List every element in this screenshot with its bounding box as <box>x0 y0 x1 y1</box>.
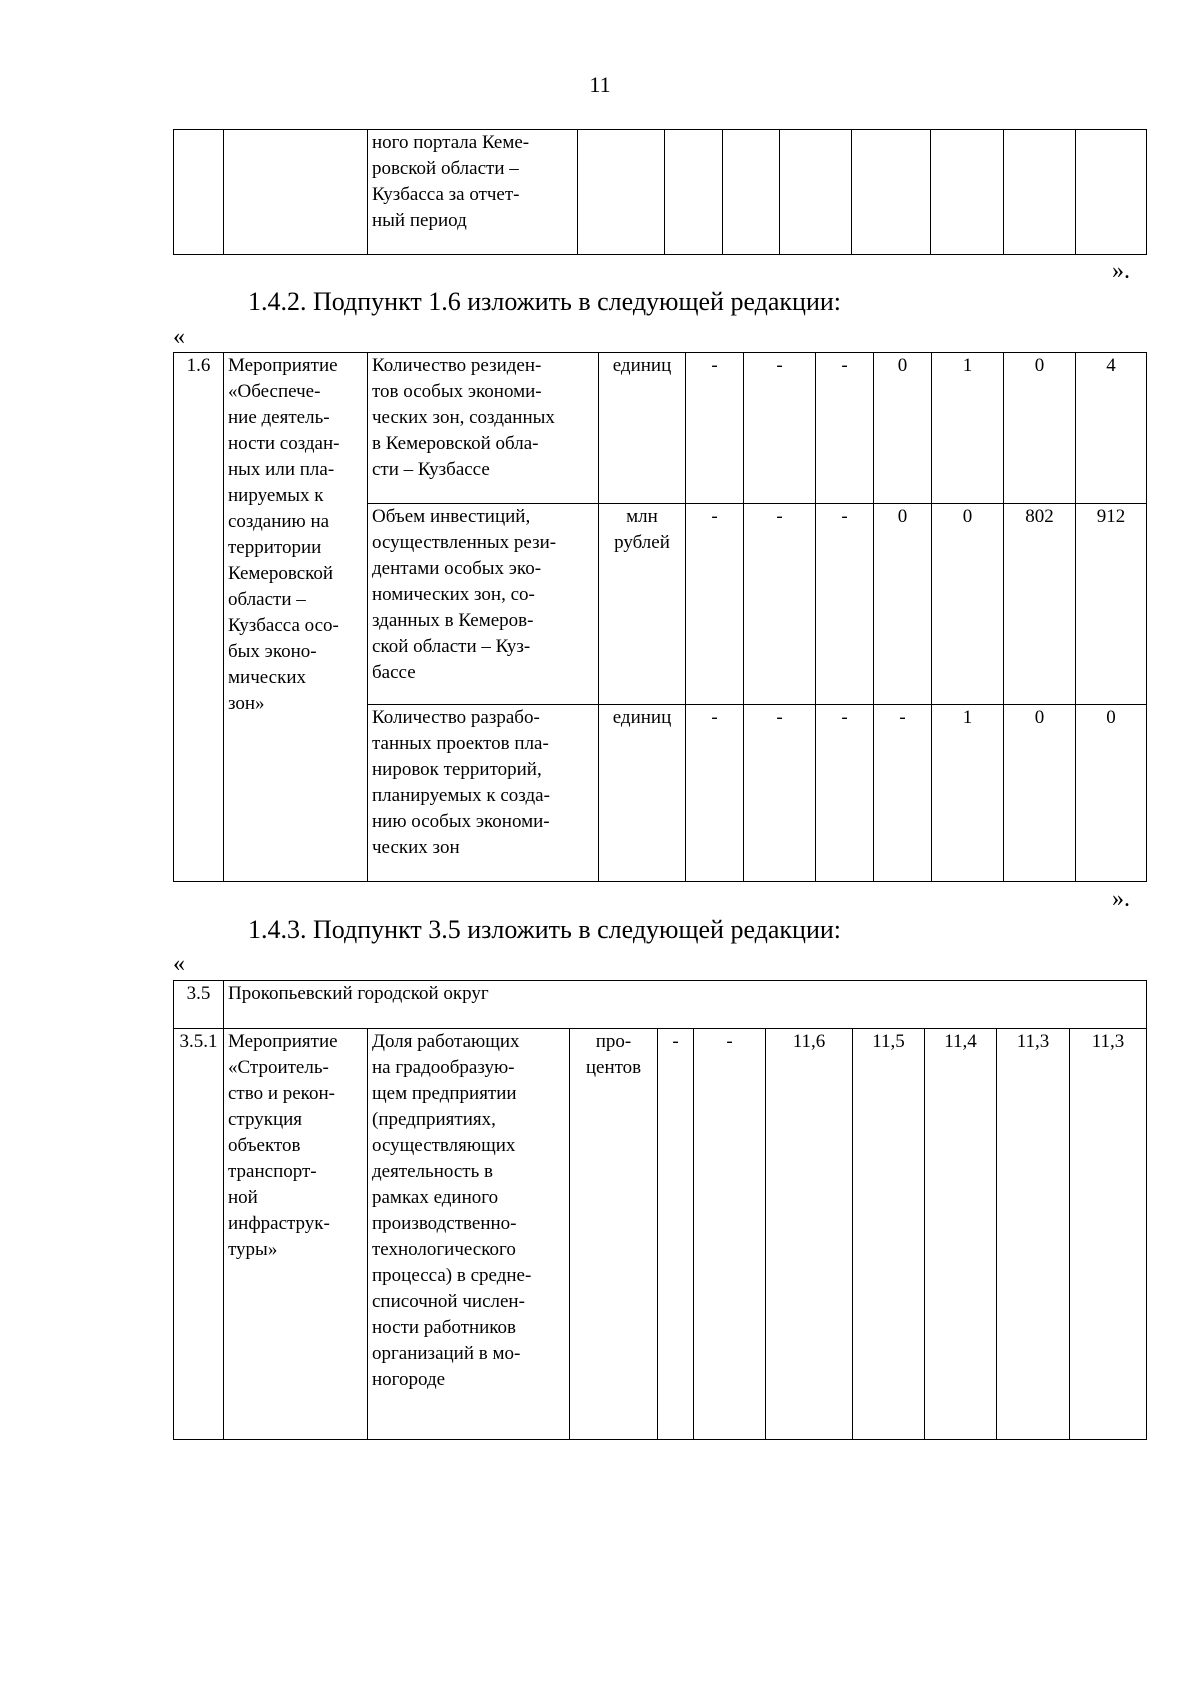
value-cell: 4 <box>1076 353 1147 504</box>
value-cell: - <box>816 705 874 882</box>
value-cell: - <box>816 353 874 504</box>
value-cell: - <box>686 705 744 882</box>
event-name-cell: Мероприятие «Обеспече- ние деятель- ности создан- ных или пла- нируемых к созданию на территории Кемеровской области – Кузбасса осо- бых эконо- мических зон» <box>224 353 368 882</box>
row-number-cell: 1.6 <box>174 353 224 882</box>
closing-quote: ». <box>1112 886 1130 912</box>
table-cell <box>931 130 1004 255</box>
value-cell: - <box>694 1029 766 1440</box>
value-cell: 912 <box>1076 504 1147 705</box>
value-cell: 802 <box>1004 504 1076 705</box>
value-cell: - <box>874 705 932 882</box>
indicator-name-cell: Доля работающих на градообразую- щем предприятии (предприятиях, осуществляющих деятельность в рамках единого производственно- технологического процесса) в средне- списочной числен- ности работников организаций в мо- ногороде <box>368 1029 570 1440</box>
subitem-1-6-table <box>173 352 1147 882</box>
section-heading: 1.4.2. Подпункт 1.6 изложить в следующей редакции: <box>248 287 842 316</box>
value-cell: - <box>816 504 874 705</box>
table-row <box>174 1029 1147 1440</box>
table-row <box>174 130 1147 255</box>
value-cell: 0 <box>874 504 932 705</box>
district-name-cell: Прокопьевский городской округ <box>224 981 1147 1029</box>
value-cell: 0 <box>1004 705 1076 882</box>
value-cell: 11,5 <box>853 1029 925 1440</box>
indicator-name-cell: ного портала Кеме- ровской области – Кузбасса за отчет- ный период <box>368 130 578 255</box>
table-cell <box>174 130 224 255</box>
subitem-3-5-table <box>173 980 1147 1440</box>
table-cell <box>578 130 665 255</box>
unit-cell: единиц <box>599 353 686 504</box>
value-cell: - <box>686 504 744 705</box>
value-cell: 11,3 <box>1070 1029 1147 1440</box>
value-cell: 1 <box>932 705 1004 882</box>
table-cell <box>1004 130 1076 255</box>
continuation-table <box>173 129 1147 255</box>
table-row <box>174 981 1147 1029</box>
table-cell <box>1076 130 1147 255</box>
page-number: 11 <box>589 72 611 97</box>
closing-quote: ». <box>1112 258 1130 284</box>
section-heading: 1.4.3. Подпункт 3.5 изложить в следующей редакции: <box>248 915 842 944</box>
table-cell <box>723 130 780 255</box>
row-number-cell: 3.5.1 <box>174 1029 224 1440</box>
unit-cell: про- центов <box>570 1029 658 1440</box>
value-cell: 0 <box>1076 705 1147 882</box>
value-cell: - <box>744 504 816 705</box>
event-name-cell: Мероприятие «Строитель- ство и рекон- струкция объектов транспорт- ной инфраструк- туры» <box>224 1029 368 1440</box>
table-cell <box>665 130 723 255</box>
value-cell: 11,3 <box>997 1029 1070 1440</box>
value-cell: 11,4 <box>925 1029 997 1440</box>
indicator-name-cell: Количество разрабо- танных проектов пла- нировок территорий, планируемых к созда- нию особых экономи- ческих зон <box>368 705 599 882</box>
value-cell: - <box>744 353 816 504</box>
value-cell: 11,6 <box>766 1029 853 1440</box>
value-cell: 0 <box>1004 353 1076 504</box>
value-cell: 1 <box>932 353 1004 504</box>
table-row <box>174 353 1147 504</box>
table-cell <box>780 130 852 255</box>
table-cell <box>224 130 368 255</box>
value-cell: 0 <box>932 504 1004 705</box>
row-number-cell: 3.5 <box>174 981 224 1029</box>
opening-quote: « <box>173 951 185 977</box>
value-cell: - <box>686 353 744 504</box>
value-cell: - <box>658 1029 694 1440</box>
table-cell <box>852 130 931 255</box>
opening-quote: « <box>173 324 185 350</box>
unit-cell: млн рублей <box>599 504 686 705</box>
indicator-name-cell: Объем инвестиций, осуществленных рези- дентами особых эко- номических зон, со- зданных в Кемеров- ской области – Куз- бассе <box>368 504 599 705</box>
value-cell: - <box>744 705 816 882</box>
indicator-name-cell: Количество резиден- тов особых экономи- ческих зон, созданных в Кемеровской обла- сти – Кузбассе <box>368 353 599 504</box>
value-cell: 0 <box>874 353 932 504</box>
unit-cell: единиц <box>599 705 686 882</box>
